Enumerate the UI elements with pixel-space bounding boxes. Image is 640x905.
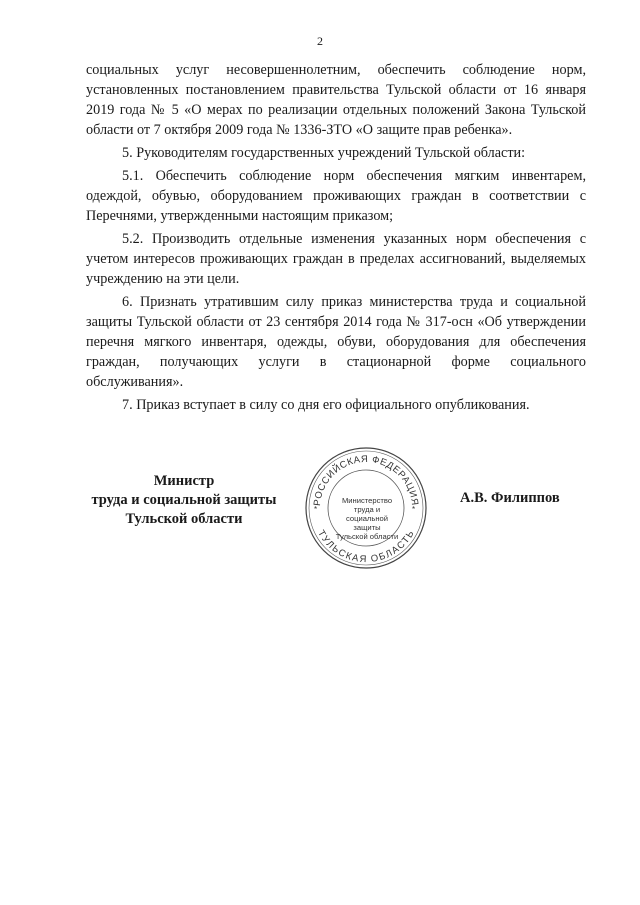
- paragraph-item-7: 7. Приказ вступает в силу со дня его официального опубликования.: [122, 397, 530, 413]
- signatory-name: А.В. Филиппов: [460, 490, 560, 506]
- svg-text:*: *: [412, 505, 416, 514]
- signatory-title: [76, 472, 292, 529]
- seal-center-text: [334, 496, 400, 541]
- signatory-title-line: труда и социальной защиты: [91, 492, 277, 508]
- svg-text:*: *: [314, 505, 318, 514]
- paragraph-continuation: социальных услуг несовершеннолетним, обеспечить соблюдение норм, установленных постановлением правительства Тульской области от 16 января 2019 года № 5 «О мерах по реализации отдельных положений Закона Тульской области от 7 октября 2009 года № 1336-ЗТО «О защите прав ребенка».: [86, 62, 586, 138]
- seal-center-line: Тульской области: [335, 532, 399, 541]
- seal-center-line: социальной защиты: [346, 514, 388, 532]
- seal-center-line: труда и: [353, 505, 381, 514]
- seal-center-line: Министерство: [341, 496, 393, 505]
- seal-bottom-text: ТУЛЬСКАЯ ОБЛАСТЬ: [314, 528, 418, 566]
- signatory-title-line: Тульской области: [125, 511, 243, 527]
- paragraph-item-5-1: 5.1. Обеспечить соблюдение норм обеспечения мягким инвентарем, одеждой, обувью, оборудованием проживающих граждан в соответствии с Перечнями, утвержденными настоящим приказом;: [86, 168, 586, 224]
- page-number: 2: [317, 34, 323, 48]
- paragraph-item-5: 5. Руководителям государственных учреждений Тульской области:: [122, 145, 526, 161]
- paragraph-item-6: 6. Признать утратившим силу приказ министерства труда и социальной защиты Тульской области от 23 сентября 2014 года № 317-осн «Об утверждении перечня мягкого инвентаря, одежды, обуви, оборудования для обеспечения граждан, получающих услуги в стационарной форме социального обслуживания».: [86, 294, 586, 390]
- seal-top-text: РОССИЙСКАЯ ФЕДЕРАЦИЯ: [311, 453, 421, 507]
- signatory-title-line: Министр: [153, 473, 215, 489]
- paragraph-item-5-2: 5.2. Производить отдельные изменения указанных норм обеспечения с учетом интересов проживающих граждан в пределах ассигнований, выделяемых учреждению на эти цели.: [86, 231, 586, 287]
- document-body: [86, 60, 586, 418]
